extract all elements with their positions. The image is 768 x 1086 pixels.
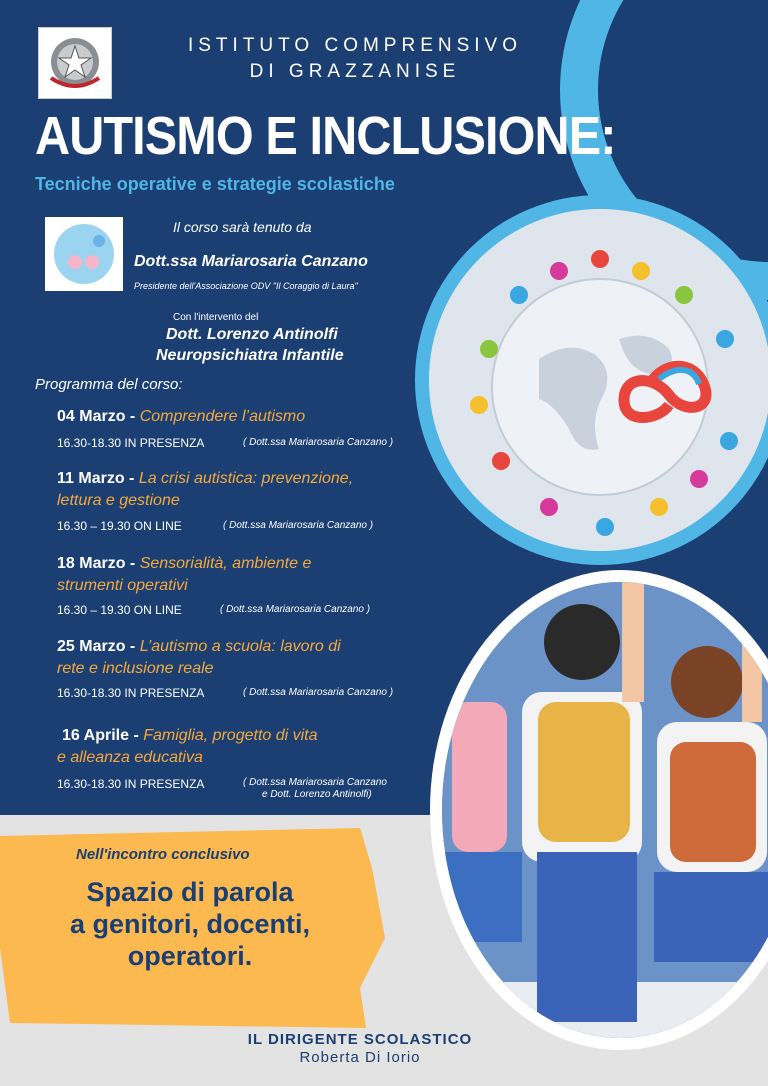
page-title: AUTISMO E INCLUSIONE: <box>35 106 616 166</box>
speaker-role: Presidente dell'Associazione ODV "Il Coraggio di Laura" <box>134 281 358 291</box>
speaker-name: Dott.ssa Mariarosaria Canzano <box>134 253 368 270</box>
session-separator: - <box>125 408 140 425</box>
session-topic: Comprendere l’autismo <box>139 408 306 425</box>
session-date: 18 Marzo <box>57 555 126 572</box>
program-heading: Programma del corso: <box>35 376 183 393</box>
session-topic-cont: strumenti operativi <box>57 577 188 594</box>
globe-icon <box>429 209 768 551</box>
association-logo-icon <box>45 217 123 291</box>
students-icon <box>442 582 768 1038</box>
closing-line-2: a genitori, docenti, <box>69 909 311 939</box>
session-topic: Sensorialità, ambiente e <box>139 555 312 572</box>
closing-message <box>40 876 340 972</box>
session-topic-cont: lettura e gestione <box>57 492 180 509</box>
session-speaker-cont: e Dott. Lorenzo Antinolfi) <box>262 789 372 800</box>
closing-intro: Nell'incontro conclusivo <box>76 846 250 863</box>
closing-line-1: Spazio di parola <box>86 877 294 907</box>
session-topic-cont: rete e inclusione reale <box>57 660 214 677</box>
footer-role: IL DIRIGENTE SCOLASTICO <box>247 1031 473 1048</box>
session-separator: - <box>124 470 139 487</box>
session-time: 16.30-18.30 IN PRESENZA <box>57 686 205 700</box>
footer-name: Roberta Di Iorio <box>299 1049 421 1066</box>
session-speaker: ( Dott.ssa Mariarosaria Canzano ) <box>223 520 374 531</box>
session-time: 16.30-18.30 IN PRESENZA <box>57 436 205 450</box>
session-date: 11 Marzo <box>57 470 125 487</box>
session-time: 16.30-18.30 IN PRESENZA <box>57 777 205 791</box>
session-date: 25 Marzo <box>57 638 126 655</box>
guest-intro: Con l'intervento del <box>173 312 259 323</box>
session-time: 16.30 – 19.30 ON LINE <box>57 603 182 617</box>
session-speaker: ( Dott.ssa Mariarosaria Canzano <box>243 777 387 788</box>
guest-name: Dott. Lorenzo Antinolfi <box>166 326 338 343</box>
session-topic: La crisi autistica: prevenzione, <box>138 470 354 487</box>
session-separator: - <box>129 727 144 744</box>
school-line-1: ISTITUTO COMPRENSIVO <box>187 35 522 56</box>
school-line-2: DI GRAZZANISE <box>249 61 461 82</box>
closing-line-3: operatori. <box>127 941 253 971</box>
session-date: 04 Marzo <box>57 408 126 425</box>
session-speaker: ( Dott.ssa Mariarosaria Canzano ) <box>243 437 394 448</box>
speaker-intro: Il corso sarà tenuto da <box>173 219 312 235</box>
session-separator: - <box>125 638 140 655</box>
subtitle: Tecniche operative e strategie scolastiche <box>35 174 395 194</box>
session-speaker: ( Dott.ssa Mariarosaria Canzano ) <box>243 687 394 698</box>
session-topic: Famiglia, progetto di vita <box>143 727 318 744</box>
session-separator: - <box>125 555 140 572</box>
session-date: 16 Aprile <box>62 727 129 744</box>
guest-role: Neuropsichiatra Infantile <box>156 347 344 364</box>
session-topic: L’autismo a scuola: lavoro di <box>139 638 341 655</box>
globe-image <box>415 195 768 565</box>
emblem-icon <box>38 27 112 99</box>
session-speaker: ( Dott.ssa Mariarosaria Canzano ) <box>220 604 371 615</box>
school-name <box>150 33 560 85</box>
session-topic-cont: e alleanza educativa <box>57 749 203 766</box>
session-time: 16.30 – 19.30 ON LINE <box>57 519 182 533</box>
